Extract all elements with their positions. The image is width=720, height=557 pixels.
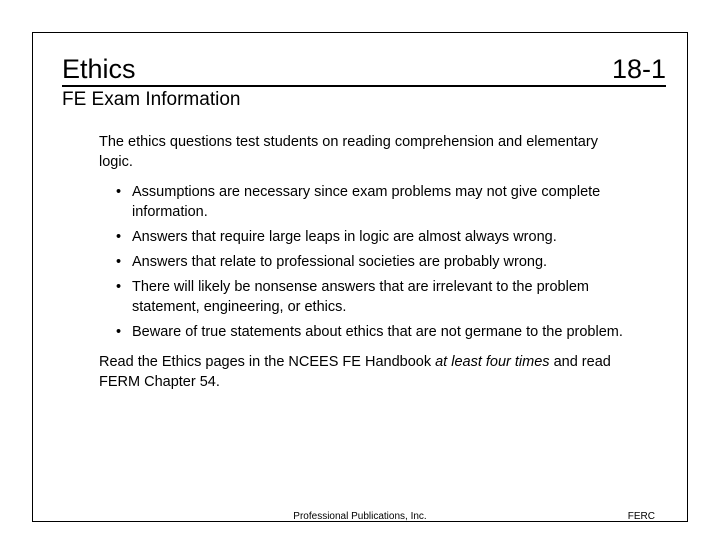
bullet-list — [99, 182, 629, 342]
closing-text-end: and read FERM Chapter 54. — [99, 354, 611, 390]
list-item — [99, 252, 629, 272]
bullet-icon: • — [116, 324, 122, 340]
bullet-icon: • — [116, 254, 122, 270]
intro-paragraph: The ethics questions test students on reading comprehension and elementary logic. — [99, 134, 598, 170]
bullet-icon: • — [116, 184, 122, 200]
closing-text-start: Read the Ethics pages in the NCEES FE Handbook — [99, 354, 436, 370]
list-item — [99, 277, 629, 317]
closing-paragraph — [99, 352, 629, 392]
slide-subtitle: FE Exam Information — [62, 89, 241, 110]
footer-code: FERC — [627, 511, 655, 522]
bullet-icon: • — [116, 279, 122, 295]
slide-frame — [32, 32, 688, 522]
list-item — [99, 322, 629, 342]
footer-publisher: Professional Publications, Inc. — [293, 511, 427, 522]
bullet-text: Beware of true statements about ethics that are not germane to the problem. — [132, 324, 623, 340]
bullet-text: Answers that require large leaps in logic are almost always wrong. — [132, 229, 557, 245]
list-item — [99, 182, 629, 222]
slide-body — [99, 132, 629, 392]
title-row — [62, 53, 666, 87]
closing-emphasis: at least four times — [435, 354, 550, 370]
list-item — [99, 227, 629, 247]
bullet-text: Assumptions are necessary since exam problems may not give complete information. — [132, 184, 601, 220]
slide-number: 18-1 — [611, 54, 666, 84]
slide-title: Ethics — [62, 54, 136, 84]
bullet-icon: • — [116, 229, 122, 245]
bullet-text: Answers that relate to professional societies are probably wrong. — [132, 254, 548, 270]
bullet-text: There will likely be nonsense answers that are irrelevant to the problem statement, engineering, or ethics. — [132, 279, 589, 315]
